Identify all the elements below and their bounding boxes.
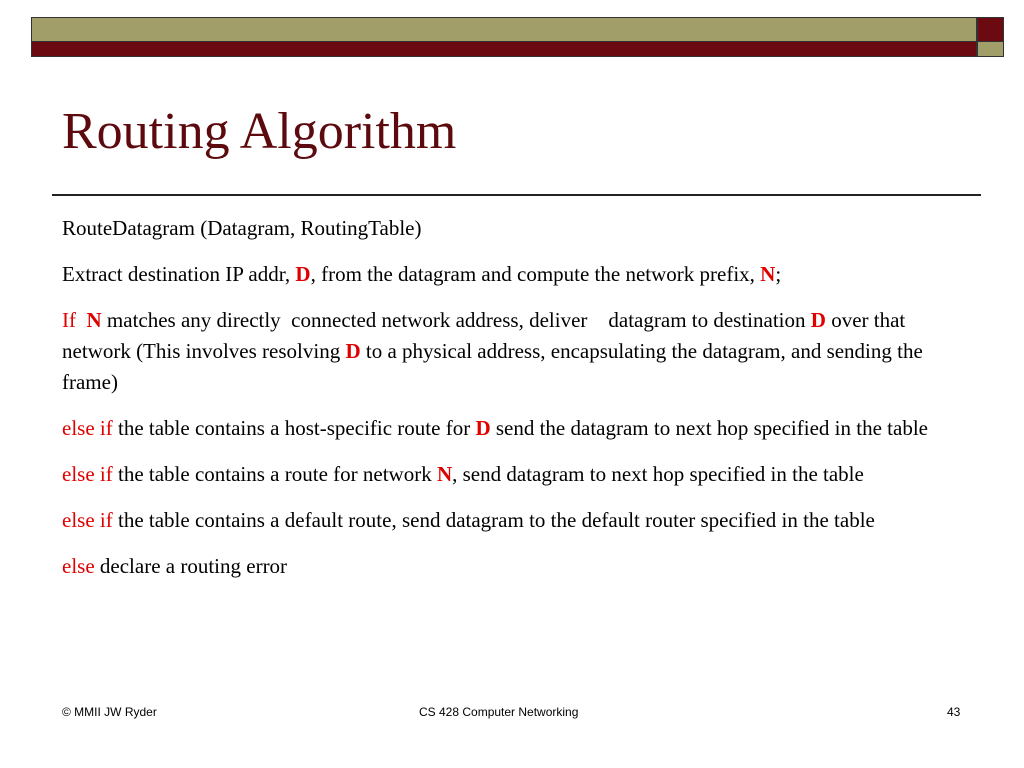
header-square-maroon	[977, 17, 1004, 42]
var-d: D	[810, 308, 826, 332]
header-bar-olive	[31, 17, 977, 42]
header-bar-maroon	[31, 42, 977, 57]
keyword-else-if: else if	[62, 416, 113, 440]
var-d: D	[475, 416, 491, 440]
keyword-else-if: else if	[62, 508, 113, 532]
var-d: D	[345, 339, 361, 363]
var-d: D	[295, 262, 311, 286]
step-extract: Extract destination IP addr, D, from the datagram and compute the network prefix, N;	[62, 262, 782, 286]
footer-page-number: 43	[947, 705, 961, 719]
footer-copyright: © MMII JW Ryder	[62, 705, 157, 719]
slide-body	[62, 213, 942, 597]
step-default-route: else if the table contains a default route, send datagram to the default router specified in the table	[62, 508, 875, 532]
header-square-olive	[977, 42, 1004, 57]
function-signature: RouteDatagram (Datagram, RoutingTable)	[62, 216, 422, 240]
step-host-route: else if the table contains a host-specific route for D send the datagram to next hop specified in the table	[62, 416, 928, 440]
slide-title: Routing Algorithm	[62, 103, 457, 160]
keyword-if: If	[62, 308, 87, 332]
title-divider	[52, 194, 981, 196]
var-n: N	[436, 462, 453, 486]
var-n: N	[86, 308, 102, 332]
step-network-route: else if the table contains a route for network N, send datagram to next hop specified in the table	[62, 462, 864, 486]
footer-course: CS 428 Computer Networking	[419, 705, 579, 719]
keyword-else-if: else if	[62, 462, 113, 486]
step-error: else declare a routing error	[62, 554, 288, 578]
step-direct: If N matches any directly connected network address, deliver datagram to destination D over that network (This involves resolving D to a physical address, encapsulating the datagram, and sending the frame)	[62, 308, 929, 394]
keyword-else: else	[62, 554, 95, 578]
var-n: N	[760, 262, 776, 286]
